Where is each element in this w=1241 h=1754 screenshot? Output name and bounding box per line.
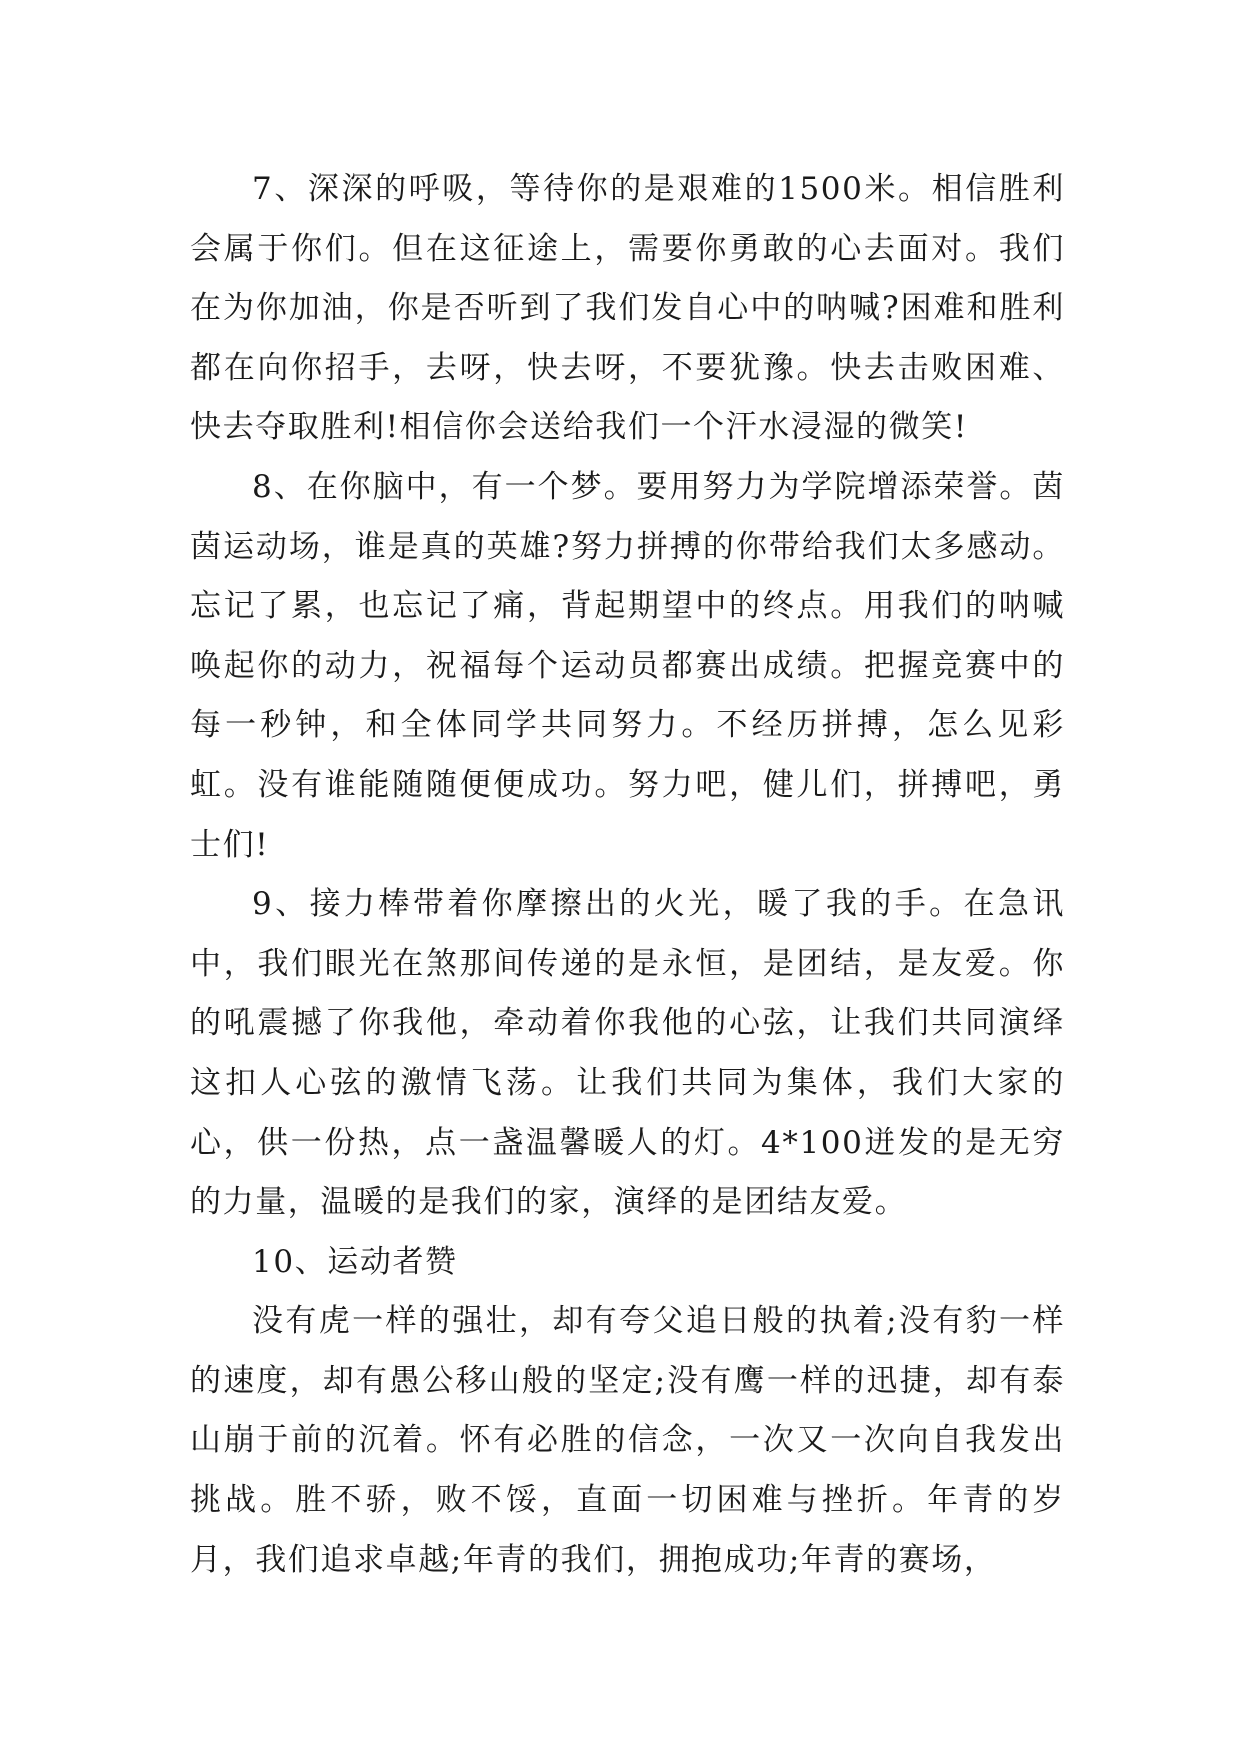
paragraph-10-heading: 10、运动者赞 xyxy=(252,1243,458,1280)
paragraph-athlete-praise: 没有虎一样的强壮，却有夸父追日般的执着;没有豹一样的速度，却有愚公移山般的坚定;没有鹰一样的迅捷，却有泰山崩于前的沉着。怀有必胜的信念，一次又一次向自我发出挑战。胜不骄，败不馁，直面一切困难与挫折。年青的岁月，我们追求卓越;年青的我们，拥抱成功;年青的赛场， xyxy=(190,1303,1065,1578)
paragraph-9-relay: 9、接力棒带着你摩擦出的火光，暖了我的手。在急讯中，我们眼光在煞那间传递的是永恒，是团结，是友爱。你的吼震撼了你我他，牵动着你我他的心弦，让我们共同演绎这扣人心弦的激情飞荡。让我们共同为集体，我们大家的心，供一份热，点一盏温馨暖人的灯。4*100迸发的是无穷的力量，温暖的是我们的家，演绎的是团结友爱。 xyxy=(190,886,1065,1221)
paragraph-8-dream: 8、在你脑中，有一个梦。要用努力为学院增添荣誉。茵茵运动场，谁是真的英雄?努力拼搏的你带给我们太多感动。忘记了累，也忘记了痛，背起期望中的终点。用我们的呐喊唤起你的动力，祝福每个运动员都赛出成绩。把握竞赛中的每一秒钟，和全体同学共同努力。不经历拼搏，怎么见彩虹。没有谁能随随便便成功。努力吧，健儿们，拼搏吧，勇士们! xyxy=(190,468,1065,863)
document-body xyxy=(190,160,1065,1590)
paragraph-7-1500m: 7、深深的呼吸，等待你的是艰难的1500米。相信胜利会属于你们。但在这征途上，需要你勇敢的心去面对。我们在为你加油，你是否听到了我们发自心中的呐喊?困难和胜利都在向你招手，去呀，快去呀，不要犹豫。快去击败困难、快去夺取胜利!相信你会送给我们一个汗水浸湿的微笑! xyxy=(190,171,1065,446)
